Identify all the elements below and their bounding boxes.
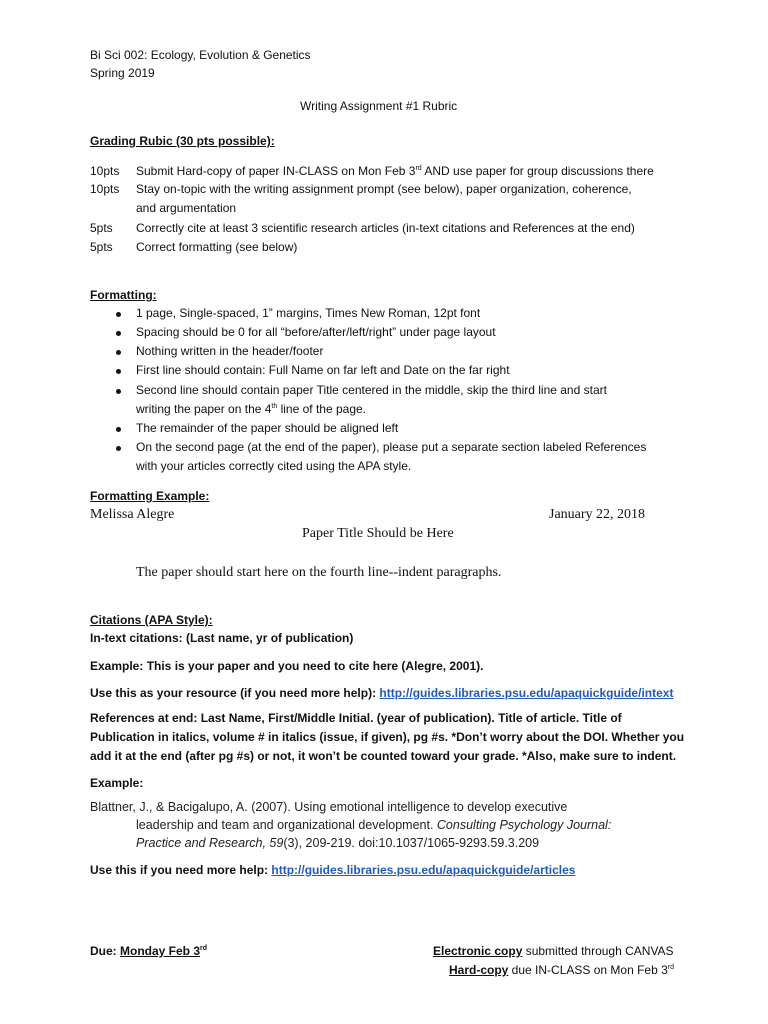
references-rule-cont: Publication in italics, volume # in italics (issue, if given), pg #s. *Don’t worry about the DOI. Whether you xyxy=(90,730,685,744)
formatting-bullet: 1 page, Single-spaced, 1” margins, Times New Roman, 12pt font xyxy=(136,306,481,320)
resource-line: Use this as your resource (if you need more help): http://guides.libraries.psu.edu/apaquickguide/intext xyxy=(90,686,674,700)
formatting-bullet: Nothing written in the header/footer xyxy=(136,344,324,358)
bullet-icon xyxy=(116,350,121,355)
intext-guide-link[interactable]: http://guides.libraries.psu.edu/apaquickguide/intext xyxy=(379,686,674,700)
due-date: Due: Monday Feb 3rd xyxy=(90,944,208,958)
reference-example-cont: Practice and Research, 59(3), 209-219. doi:10.1037/1065-9293.59.3.209 xyxy=(136,836,540,850)
references-rule-cont: add it at the end (after pg #s) or not, it won’t be counted toward your grade. *Also, make sure to indent. xyxy=(90,749,677,763)
reference-example-label: Example: xyxy=(90,776,144,790)
formatting-bullet-cont: with your articles correctly cited using the APA style. xyxy=(136,459,412,473)
rubric-pts: 5pts xyxy=(90,221,113,235)
rubric-item: Correctly cite at least 3 scientific research articles (in-text citations and References at the end) xyxy=(136,221,635,235)
rubric-pts: 10pts xyxy=(90,182,120,196)
electronic-submission: Electronic copy submitted through CANVAS xyxy=(433,944,674,958)
bullet-icon xyxy=(116,331,121,336)
rubric-item-cont: and argumentation xyxy=(136,201,237,215)
rubric-item: Submit Hard-copy of paper IN-CLASS on Mon Feb 3rd AND use paper for group discussions there xyxy=(136,164,654,178)
formatting-bullet: Spacing should be 0 for all “before/after/left/right” under page layout xyxy=(136,325,496,339)
example-paper-title: Paper Title Should be Here xyxy=(302,526,454,541)
formatting-bullet: Second line should contain paper Title centered in the middle, skip the third line and start xyxy=(136,383,607,397)
reference-example: Blattner, J., & Bacigalupo, A. (2007). Using emotional intelligence to develop executive xyxy=(90,800,568,814)
intext-rule: In-text citations: (Last name, yr of publication) xyxy=(90,631,354,645)
rubric-pts: 10pts xyxy=(90,164,120,178)
example-heading: Formatting Example: xyxy=(90,489,210,503)
rubric-pts: 5pts xyxy=(90,240,113,254)
rubric-item: Correct formatting (see below) xyxy=(136,240,298,254)
citation-example: Example: This is your paper and you need to cite here (Alegre, 2001). xyxy=(90,659,484,673)
example-date: January 22, 2018 xyxy=(549,507,646,522)
document-title: Writing Assignment #1 Rubric xyxy=(300,99,458,113)
bullet-icon xyxy=(116,427,121,432)
formatting-bullet: First line should contain: Full Name on far left and Date on the far right xyxy=(136,363,510,377)
bullet-icon xyxy=(116,369,121,374)
rubric-heading: Grading Rubic (30 pts possible): xyxy=(90,134,275,148)
bullet-icon xyxy=(116,312,121,317)
references-rule: References at end: Last Name, First/Middle Initial. (year of publication). Title of article. Title of xyxy=(90,711,622,725)
example-first-line: The paper should start here on the fourth line--indent paragraphs. xyxy=(136,565,502,580)
reference-example-cont: leadership and team and organizational development. Consulting Psychology Journal: xyxy=(136,818,612,832)
hardcopy-submission: Hard-copy due IN-CLASS on Mon Feb 3rd xyxy=(449,963,674,977)
citations-heading: Citations (APA Style): xyxy=(90,613,213,627)
more-help-line: Use this if you need more help: http://guides.libraries.psu.edu/apaquickguide/articles xyxy=(90,863,576,877)
formatting-bullet: On the second page (at the end of the paper), please put a separate section labeled References xyxy=(136,440,647,454)
rubric-item: Stay on-topic with the writing assignment prompt (see below), paper organization, coherence, xyxy=(136,182,632,196)
formatting-bullet-cont: writing the paper on the 4th line of the page. xyxy=(136,402,366,416)
formatting-heading: Formatting: xyxy=(90,288,157,302)
example-name: Melissa Alegre xyxy=(90,507,175,522)
course-title: Bi Sci 002: Ecology, Evolution & Genetics xyxy=(90,48,311,62)
term: Spring 2019 xyxy=(90,66,155,80)
articles-guide-link[interactable]: http://guides.libraries.psu.edu/apaquickguide/articles xyxy=(271,863,576,877)
formatting-bullet: The remainder of the paper should be aligned left xyxy=(136,421,399,435)
bullet-icon xyxy=(116,389,121,394)
bullet-icon xyxy=(116,446,121,451)
